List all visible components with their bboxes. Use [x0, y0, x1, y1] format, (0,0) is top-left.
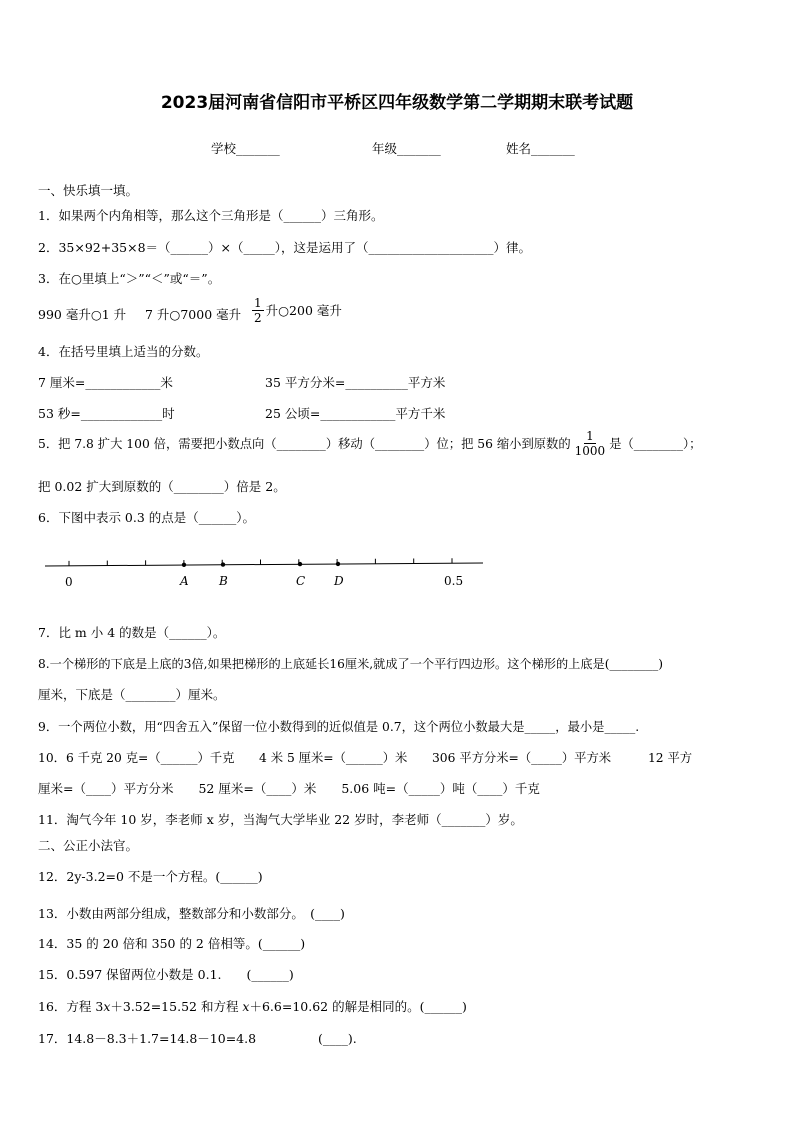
- question-17: 17．14.8－8.3＋1.7=14.8－10=4.8: [38, 1031, 257, 1046]
- question-4-item-b: 35 平方分米=__________平方米: [265, 375, 446, 390]
- fraction-one-half: $\frac{1}{2}$: [254, 296, 262, 325]
- question-10-line-2: 厘米=（____）平方分米 52 厘米=（____）米 5.06 吨=（_____）吨（____）千克: [38, 781, 540, 796]
- question-3: 3．在○里填上“＞”“＜”或“＝”。: [38, 271, 221, 286]
- question-6: 6．下图中表示 0.3 的点是（______）。: [38, 510, 256, 525]
- school-field: 学校_______: [211, 141, 280, 156]
- point-d-dot: [336, 562, 340, 566]
- question-1: 1．如果两个内角相等，那么这个三角形是（______）三角形。: [38, 208, 384, 223]
- question-14: 14．35 的 20 倍和 350 的 2 倍相等。(______): [38, 936, 306, 951]
- question-8-line-2: 厘米，下底是（________）厘米。: [38, 687, 226, 702]
- fraction-one-thousandth: $\frac{1}{1000}$: [574, 429, 606, 458]
- question-4-item-c: 53 秒=_____________时: [38, 406, 175, 421]
- question-4: 4．在括号里填上适当的分数。: [38, 344, 209, 359]
- page-title: 2023届河南省信阳市平桥区四年级数学第二学期期末联考试题: [160, 93, 634, 113]
- question-15: 15．0.597 保留两位小数是 0.1. (______): [38, 967, 294, 982]
- section-heading-2: 二、公正小法官。: [38, 838, 139, 853]
- question-5: 5．把 7.8 扩大 100 倍，需要把小数点向（________）移动（________）位；把 56 缩小到原数的 $\frac{1}{1000}$ 是（________）；: [38, 429, 702, 458]
- name-field: 姓名_______: [506, 141, 575, 156]
- label-c: C: [296, 574, 306, 588]
- question-3-item-b: 7 升○7000 毫升: [145, 307, 242, 322]
- grade-field: 年级_______: [372, 141, 441, 156]
- label-half: 0.5: [444, 574, 464, 588]
- question-16: 16．方程 3𝑥＋3.52=15.52 和方程 𝑥＋6.6=10.62 的解是相同的。(______): [38, 999, 467, 1014]
- question-3-item-c: $\frac{1}{2}$ 升○200 毫升: [254, 296, 342, 325]
- question-2: 2．35×92+35×8＝（______）×（_____），这是运用了（____________________）律。: [38, 240, 532, 255]
- number-line: [40, 550, 490, 592]
- section-heading-1: 一、快乐填一填。: [38, 183, 139, 198]
- question-10: 10．6 千克 20 克=（______）千克 4 米 5 厘米=（______）米 306 平方分米=（_____）平方米 12 平方: [38, 751, 693, 765]
- question-5-line-2: 把 0.02 扩大到原数的（________）倍是 2。: [38, 479, 286, 494]
- label-d: D: [334, 574, 344, 588]
- label-b: B: [219, 574, 228, 588]
- question-13: 13．小数由两部分组成，整数部分和小数部分。 (____): [38, 906, 345, 921]
- question-4-item-a: 7 厘米=____________米: [38, 375, 173, 390]
- label-zero: 0: [65, 575, 73, 589]
- point-a-dot: [182, 563, 186, 567]
- question-12: 12．2y-3.2=0 不是一个方程。(______): [38, 869, 263, 884]
- question-8: 8.一个梯形的下底是上底的3倍,如果把梯形的上底延长16厘米,就成了一个平行四边形。这个梯形的上底是(________): [38, 657, 663, 671]
- question-3-item-a: 990 毫升○1 升: [38, 307, 127, 322]
- question-11: 11．淘气今年 10 岁，李老师 x 岁，当淘气大学毕业 22 岁时，李老师（_______）岁。: [38, 812, 523, 827]
- question-7: 7．比 m 小 4 的数是（______）。: [38, 625, 226, 640]
- point-b-dot: [221, 562, 225, 566]
- point-c-dot: [298, 562, 302, 566]
- label-a: A: [180, 574, 189, 588]
- question-4-item-d: 25 公顷=____________平方千米: [265, 406, 446, 421]
- question-9: 9．一个两位小数，用“四舍五入”保留一位小数得到的近似值是 0.7，这个两位小数最大是_____，最小是_____.: [38, 720, 640, 734]
- number-line-axis: [45, 563, 483, 566]
- question-17-answer: (____).: [318, 1031, 357, 1046]
